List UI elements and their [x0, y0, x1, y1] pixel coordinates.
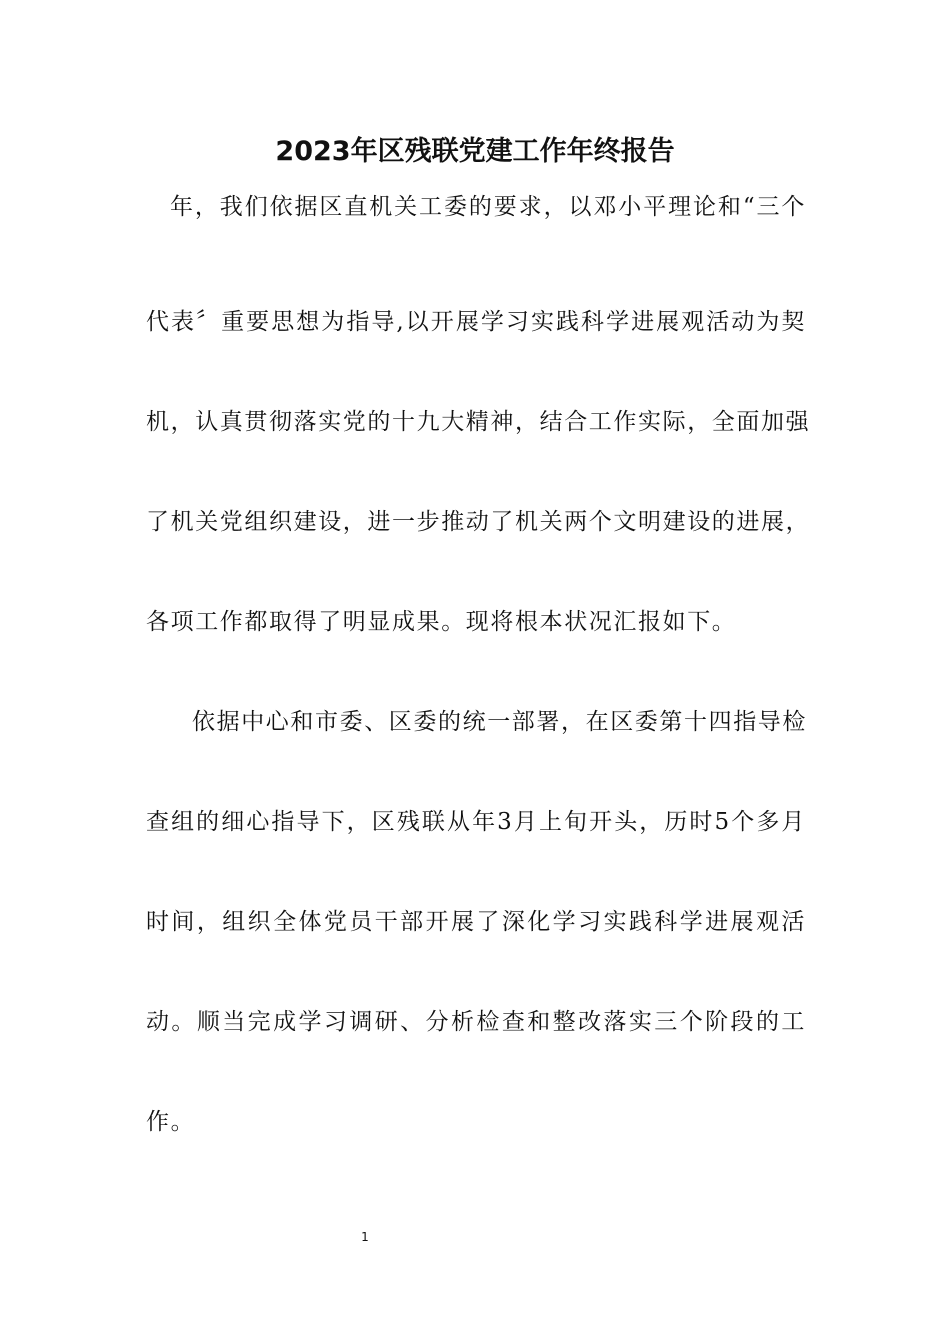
paragraph-1-line-5: 各项工作都取得了明显成果。现将根本状况汇报如下。 [146, 609, 737, 635]
page-title: 2023年区残联党建工作年终报告 [275, 136, 675, 167]
paragraph-2-line-3: 时间，组织全体党员干部开展了深化学习实践科学进展观活 [146, 909, 806, 935]
paragraph-2-line-5: 作。 [146, 1109, 196, 1135]
page-number: 1 [361, 1230, 369, 1244]
paragraph-1-line-3: 机，认真贯彻落实党的十九大精神，结合工作实际，全面加强 [146, 409, 811, 435]
paragraph-2-line-1: 依据中心和市委、区委的统一部署，在区委第十四指导检 [192, 709, 807, 735]
paragraph-1-line-1: 年，我们依据区直机关工委的要求，以邓小平理论和“三个 [170, 194, 806, 220]
paragraph-1-line-2: 代表〞重要思想为指导,以开展学习实践科学进展观活动为契 [146, 309, 806, 335]
paragraph-2-line-4: 动。顺当完成学习调研、分析检查和整改落实三个阶段的工 [146, 1009, 806, 1035]
paragraph-1-line-4: 了机关党组织建设，进一步推动了机关两个文明建设的进展， [146, 509, 811, 535]
paragraph-2-line-2: 查组的细心指导下，区残联从年3月上旬开头，历时5个多月 [146, 809, 806, 835]
